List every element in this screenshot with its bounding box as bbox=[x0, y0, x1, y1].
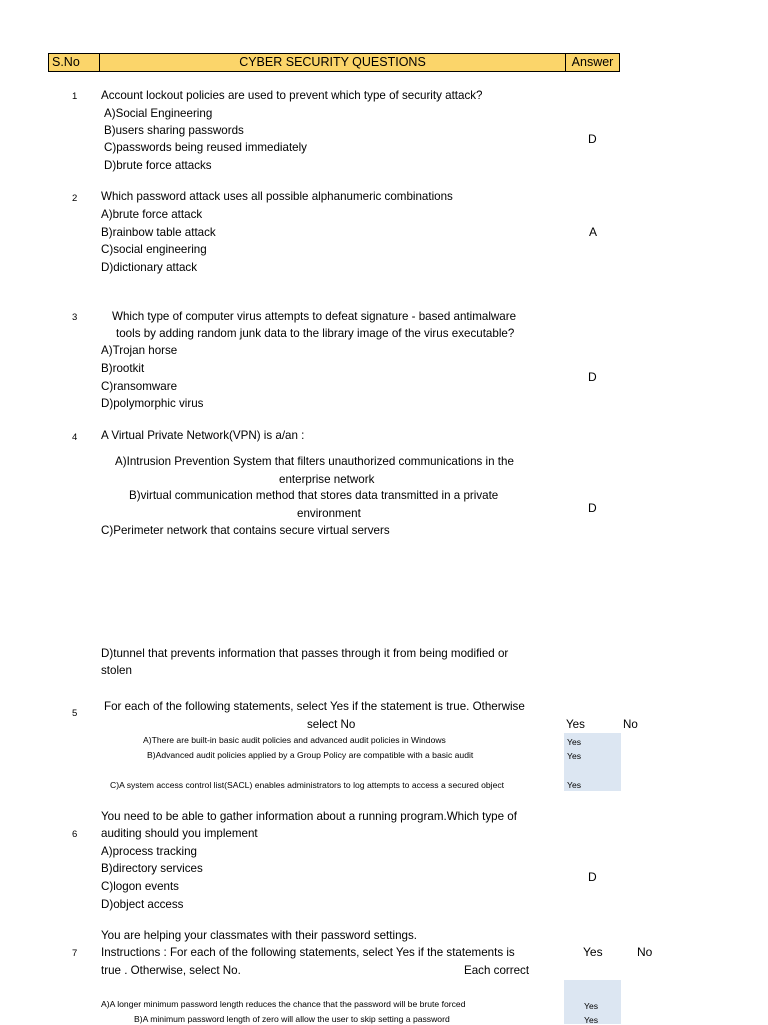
q7-question-line3: true . Otherwise, select No. bbox=[101, 964, 241, 977]
header-answer bbox=[565, 53, 620, 72]
header-sno-label: S.No bbox=[52, 55, 80, 69]
header-title-label: CYBER SECURITY QUESTIONS bbox=[239, 55, 426, 69]
q1-option-b: B)users sharing passwords bbox=[104, 124, 244, 137]
header-answer-label: Answer bbox=[571, 55, 614, 69]
q5-statement-a: A)There are built-in basic audit policies and advanced audit policies in Windows bbox=[143, 735, 446, 745]
q7-response-b: Yes bbox=[584, 1015, 599, 1025]
q4-option-a-line1: A)Intrusion Prevention System that filters unauthorized communications in the bbox=[115, 455, 514, 468]
q4-option-d-line1: D)tunnel that prevents information that passes through it from being modified or bbox=[101, 647, 509, 660]
q2-number: 2 bbox=[72, 193, 78, 204]
q3-option-d: D)polymorphic virus bbox=[101, 397, 204, 410]
q4-option-d-line2: stolen bbox=[101, 664, 132, 677]
q1-option-c: C)passwords being reused immediately bbox=[104, 141, 307, 154]
header-title bbox=[99, 53, 566, 72]
q7-yes-header: Yes bbox=[583, 945, 603, 959]
q7-question-line2: Instructions : For each of the following statements, select Yes if the statements is bbox=[101, 946, 515, 959]
q2-question: Which password attack uses all possible alphanumeric combinations bbox=[101, 190, 453, 203]
q6-question-line1: You need to be able to gather information about a running program.Which type of bbox=[101, 810, 517, 823]
q3-answer: D bbox=[588, 370, 597, 384]
q3-option-a: A)Trojan horse bbox=[101, 344, 178, 357]
q7-response-a: Yes bbox=[584, 1001, 599, 1011]
q2-option-b: B)rainbow table attack bbox=[101, 226, 216, 239]
q6-number: 6 bbox=[72, 829, 78, 840]
q3-option-b: B)rootkit bbox=[101, 362, 145, 375]
q3-number: 3 bbox=[72, 312, 78, 323]
q4-number: 4 bbox=[72, 432, 78, 443]
q6-question-line2: auditing should you implement bbox=[101, 827, 258, 840]
q2-option-d: D)dictionary attack bbox=[101, 261, 198, 274]
q7-number: 7 bbox=[72, 948, 78, 959]
q4-question: A Virtual Private Network(VPN) is a/an : bbox=[101, 429, 305, 442]
header-sno bbox=[48, 53, 100, 72]
q5-yes-header: Yes bbox=[566, 718, 585, 731]
q5-question-line2: select No bbox=[307, 718, 356, 731]
q5-response-c: Yes bbox=[567, 780, 582, 790]
q6-option-c: C)logon events bbox=[101, 880, 179, 893]
q3-question-line2: tools by adding random junk data to the library image of the virus executable? bbox=[116, 327, 515, 340]
q1-option-d: D)brute force attacks bbox=[104, 159, 212, 172]
q1-option-a: A)Social Engineering bbox=[104, 107, 213, 120]
q1-answer: D bbox=[588, 132, 597, 146]
q2-option-c: C)social engineering bbox=[101, 243, 207, 256]
q5-response-a: Yes bbox=[567, 737, 582, 747]
q2-answer: A bbox=[589, 225, 598, 239]
q1-question: Account lockout policies are used to prevent which type of security attack? bbox=[101, 89, 483, 102]
q7-no-header: No bbox=[637, 945, 653, 959]
q5-number: 5 bbox=[72, 708, 78, 719]
q4-option-c: C)Perimeter network that contains secure virtual servers bbox=[101, 524, 390, 537]
q3-question-line1: Which type of computer virus attempts to defeat signature - based antimalware bbox=[112, 310, 517, 323]
q7-statement-a: A)A longer minimum password length reduces the chance that the password will be brute forced bbox=[101, 999, 466, 1009]
q6-option-b: B)directory services bbox=[101, 862, 203, 875]
q7-each-correct: Each correct bbox=[464, 964, 530, 977]
q3-option-c: C)ransomware bbox=[101, 380, 178, 393]
q6-answer: D bbox=[588, 870, 597, 884]
q1-number: 1 bbox=[72, 91, 78, 102]
q5-response-b: Yes bbox=[567, 751, 582, 761]
q5-statement-b: B)Advanced audit policies applied by a Group Policy are compatible with a basic audit bbox=[147, 750, 474, 760]
q7-question-line1: You are helping your classmates with their password settings. bbox=[101, 929, 417, 942]
q4-option-a-line2: enterprise network bbox=[279, 473, 375, 486]
q4-option-b-line1: B)virtual communication method that stores data transmitted in a private bbox=[129, 489, 499, 502]
q6-option-d: D)object access bbox=[101, 898, 184, 911]
q6-option-a: A)process tracking bbox=[101, 845, 198, 858]
q7-statement-b: B)A minimum password length of zero will allow the user to skip setting a password bbox=[134, 1014, 450, 1024]
q2-option-a: A)brute force attack bbox=[101, 208, 203, 221]
q4-answer: D bbox=[588, 501, 597, 515]
q5-statement-c: C)A system access control list(SACL) enables administrators to log attempts to access a secured object bbox=[110, 780, 505, 790]
q5-no-header: No bbox=[623, 718, 638, 731]
q5-question-line1: For each of the following statements, select Yes if the statement is true. Otherwise bbox=[104, 700, 525, 713]
q4-option-b-line2: environment bbox=[297, 507, 361, 520]
